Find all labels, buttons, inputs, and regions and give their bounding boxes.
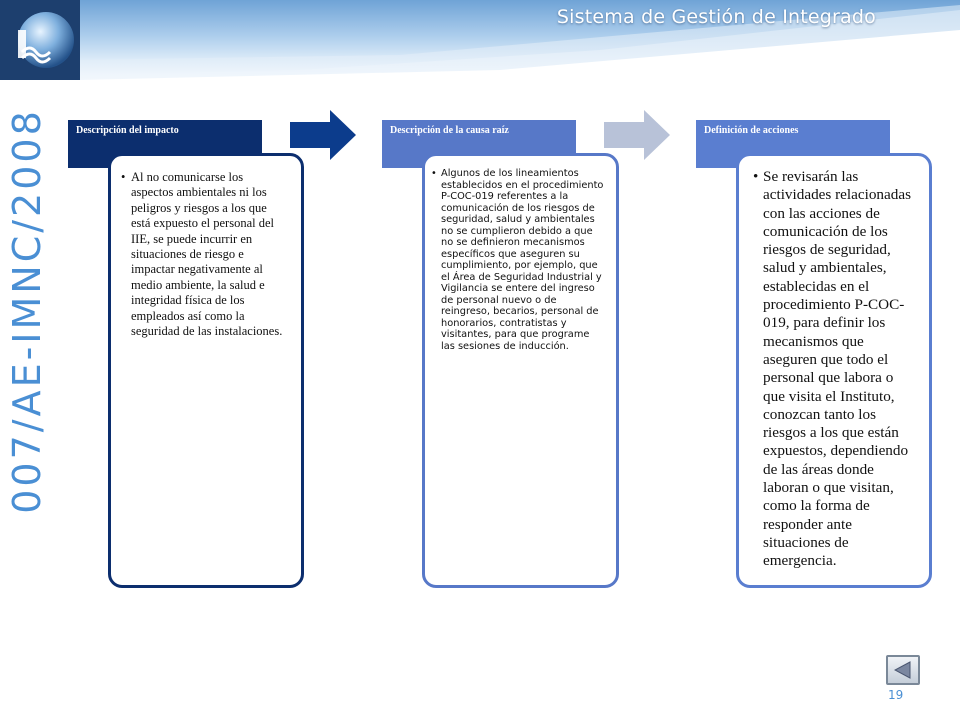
card-root-cause-text: • Algunos de los lineamientos establecidos en el procedimiento P-COC-019 referentes a la comunicación de los riesgos de seguridad, salud y ambientales no se cumplieron debido a que no se definieron mecanismos específicos que aseguren su cumplimiento, por ejemplo, que el Área de Seguridad Industrial y Vigilancia se entere del ingreso de personal nuevo o de reingreso, becarios, personal de honorarios, contratistas y visitantes, para que programe las sesiones de inducción.: [441, 168, 606, 352]
previous-slide-button[interactable]: [886, 655, 920, 685]
column-label-root-cause-text: Descripción de la causa raíz: [390, 125, 509, 136]
side-certification-label: [2, 108, 52, 514]
card-root-cause: [422, 153, 619, 588]
arrow-right-icon: [290, 110, 358, 160]
column-label-impact-text: Descripción del impacto: [76, 125, 179, 136]
header-title: Sistema de Gestión de Integrado: [556, 6, 876, 28]
card-actions: [736, 153, 932, 588]
triangle-left-icon: [894, 661, 912, 679]
card-impact: [108, 153, 304, 588]
side-label-text: 007/AE-IMNC/2008: [5, 108, 50, 514]
column-label-actions-text: Definición de acciones: [704, 125, 799, 136]
arrow-right-icon: [604, 110, 672, 160]
card-actions-text: • Se revisarán las actividades relacionadas con las acciones de comunicación de los riesgos de seguridad, salud y ambientales, establecidas en el procedimiento P-COC-019, para definir los mecanismos que aseguren que todo el personal que labora o que visita el Instituto, conozcan tanto los riesgos a los que están expuestos, dependiendo de las áreas donde laboran o que visitan, como la forma de responder ante situaciones de emergencia.: [763, 168, 919, 571]
card-impact-text: • Al no comunicarse los aspectos ambientales ni los peligros y riesgos a los que está expuesto el personal del IIE, se puede incurrir en situaciones de riesgo e impactar negativamente al medio ambiente, la salud e integridad física de los empleados así como la seguridad de las instalaciones.: [131, 170, 287, 339]
page-number: 19: [888, 688, 904, 702]
globe-logo-icon: [0, 0, 80, 80]
